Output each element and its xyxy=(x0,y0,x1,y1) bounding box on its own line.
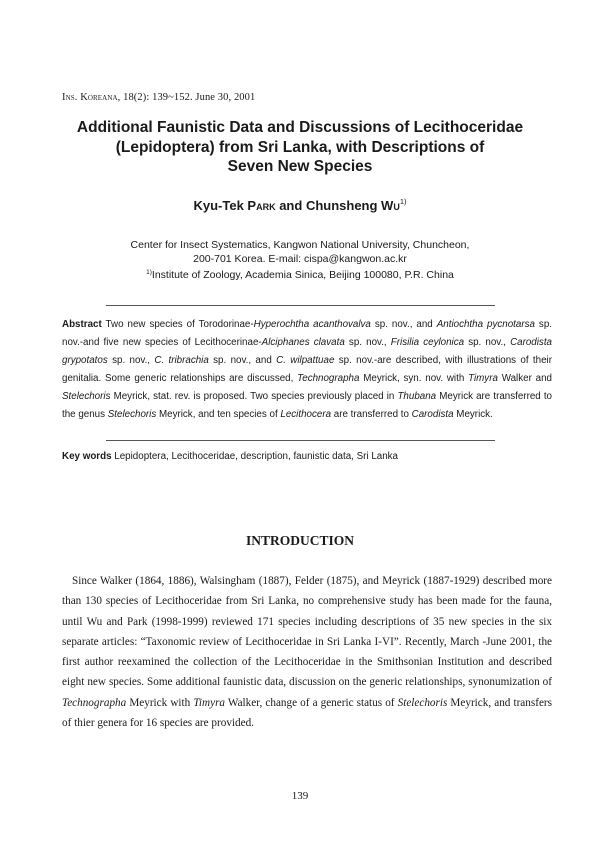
species-name: C. tribrachia xyxy=(154,355,209,366)
body-text-run: Walker, change of a generic status of xyxy=(225,696,398,709)
author1-given: Kyu-Tek xyxy=(193,198,248,213)
genus-name: Stelechoris xyxy=(62,391,111,402)
species-name: C. wilpattuae xyxy=(276,355,335,366)
author2-family: Wu xyxy=(381,198,400,213)
abstract-text: are transferred to xyxy=(331,409,412,420)
abstract-text: Meyrick, stat. rev. is proposed. Two species previously placed in xyxy=(110,391,398,402)
genus-name: Technographa xyxy=(62,696,127,709)
author-list xyxy=(40,197,560,213)
abstract-text: sp. nov., xyxy=(107,355,155,366)
abstract-text: Meyrick are transferred to the genus xyxy=(62,391,552,420)
abstract-text: Meyrick, and ten species of xyxy=(156,409,281,420)
genus-name: Timyra xyxy=(468,373,498,384)
genus-name: Carodista xyxy=(411,409,454,420)
page-number: 139 xyxy=(291,790,309,802)
genus-name: Stelechoris xyxy=(107,409,157,420)
author2-given: Chunsheng xyxy=(305,198,382,213)
title-line-1: Additional Faunistic Data and Discussions of Lecithoceridae xyxy=(76,119,524,136)
genus-name: Stelechoris xyxy=(397,696,448,709)
abstract-text: sp. nov.-are described, with illustrations of their genitalia. Some generic relationships are discussed, xyxy=(62,355,552,384)
affiliation-line-1: Center for Insect Systematics, Kangwon National University, Chuncheon, xyxy=(130,239,470,251)
abstract-text: sp. nov., xyxy=(344,337,391,348)
genus-name: Technographa xyxy=(297,373,360,384)
abstract-paragraph xyxy=(62,316,552,424)
keywords-line xyxy=(62,451,552,462)
journal-abbrev: Ins. Koreana xyxy=(62,92,118,103)
section-heading-introduction: INTRODUCTION xyxy=(245,533,354,548)
species-name: Alciphanes clavata xyxy=(261,337,345,348)
body-text-run: Since Walker (1864, 1886), Walsingham (1887), Felder (1875), and Meyrick (1887-1929) described more than 130 species of Lecithoceridae from Sri Lanka, no comprehensive study has been made for the fauna, until Wu and Park (1998-1999) reviewed 171 species including descriptions of 35 new species in the six separate articles: “Taxonomic review of Lecithoceridae in Sri Lanka I-VI”. Recently, March -June 2001, the first author reexamined the collection of the Lecithoceridae in the Smithsonian Institution and described eight new species. Some additional faunistic data, discussion on the generic relationships, synonumization of xyxy=(62,575,552,689)
abstract-text: sp. nov., and xyxy=(208,355,277,366)
genus-name: Thubana xyxy=(397,391,437,402)
author2-affiliation-mark: 1) xyxy=(399,197,407,206)
abstract-text: Meyrick. xyxy=(453,409,493,420)
affiliation-mark: 1) xyxy=(146,269,152,276)
author1-family: Park xyxy=(247,198,276,213)
abstract-text: Meyrick, syn. nov. with xyxy=(359,373,469,384)
abstract-text: sp. nov.-and five new species of Lecithocerinae- xyxy=(62,319,552,348)
species-name: Frisilia ceylonica xyxy=(390,337,465,348)
journal-reference xyxy=(62,92,255,103)
title-line-2: (Lepidoptera) from Sri Lanka, with Descriptions of xyxy=(115,138,485,156)
affiliation-line-3-text: Institute of Zoology, Academia Sinica, Beijing 100080, P.R. China xyxy=(151,269,454,281)
affiliation-line-2: 200-701 Korea. E-mail: cispa@kangwon.ac.kr xyxy=(193,253,407,265)
abstract-text: sp. nov., and xyxy=(370,319,437,330)
abstract-text: sp. nov., xyxy=(464,337,511,348)
species-name: Carodista grypotatos xyxy=(62,337,552,366)
abstract-bottom-rule xyxy=(106,440,495,441)
abstract-top-rule xyxy=(106,305,495,306)
introduction-paragraph xyxy=(62,571,552,733)
journal-citation: , 18(2): 139~152. June 30, 2001 xyxy=(117,92,256,103)
abstract-text: Two new species of Torodorinae- xyxy=(101,319,254,330)
body-text-run: Meyrick with xyxy=(126,696,194,709)
affiliation-line-3 xyxy=(40,266,560,282)
paper-title xyxy=(40,118,560,177)
abstract-text: Walker and xyxy=(497,373,552,384)
genus-name: Lecithocera xyxy=(280,409,332,420)
affiliations xyxy=(40,238,560,282)
species-name: Hyperochtha acanthovalva xyxy=(253,319,371,330)
genus-name: Timyra xyxy=(193,696,226,709)
abstract-label: Abstract xyxy=(62,319,102,330)
keywords-text: Lepidoptera, Lecithoceridae, description, faunistic data, Sri Lanka xyxy=(111,451,399,462)
keywords-label: Key words xyxy=(62,451,112,462)
title-line-3: Seven New Species xyxy=(227,158,373,175)
author-conjunction: and xyxy=(275,198,306,213)
body-text-run: Meyrick, and transfers of thier genera for 16 species are provided. xyxy=(62,696,552,730)
species-name: Antiochtha pycnotarsa xyxy=(436,319,535,330)
